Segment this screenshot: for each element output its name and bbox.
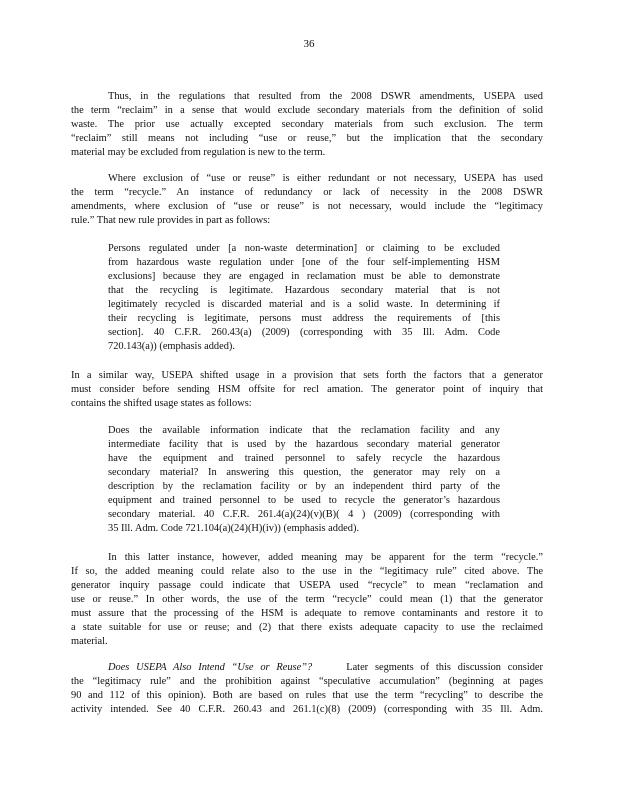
text-line: material. bbox=[71, 636, 108, 647]
paragraph-shifted-usage bbox=[71, 369, 543, 411]
text-line: use or reuse.” In other words, the use of the term “recycle” could mean (1) that the generator bbox=[71, 594, 543, 605]
text-line: must consider before sending HSM offsite for recl amation. The generator point of inquiry that bbox=[71, 384, 543, 395]
quote-line: Persons regulated under [a non-waste determination] or claiming to be excluded bbox=[108, 243, 500, 254]
quote-line: equipment and trained personnel to be used to recycle the generator’s hazardous bbox=[108, 495, 500, 506]
quote-line: description by the reclamation facility or by an independent third party of the bbox=[108, 481, 500, 492]
quote-line: their recycling is legitimate, persons must address the requirements of [this bbox=[108, 313, 500, 324]
block-quote-generator-inquiry bbox=[108, 424, 500, 536]
text-line: 90 and 112 of this opinion). Both are based on rules that use the term “recycling” to describe the bbox=[71, 690, 543, 701]
text-line: material may be excluded from regulation is new to the term. bbox=[71, 147, 326, 158]
text-line: the term “recycle.” An instance of redundancy or lack of necessity in the 2008 DSWR bbox=[71, 187, 543, 198]
quote-line: exclusions] because they are engaged in reclamation must be able to demonstrate bbox=[108, 271, 500, 282]
paragraph-use-or-reuse bbox=[71, 661, 543, 717]
section-heading: Does USEPA Also Intend “Use or Reuse”? bbox=[108, 662, 313, 673]
text-line: generator inquiry passage could indicate that USEPA used “recycle” to mean “reclamation and bbox=[71, 580, 543, 591]
quote-line: 720.143(a)) (emphasis added). bbox=[108, 341, 235, 352]
text-line: activity intended. See 40 C.F.R. 260.43 and 261.1(c)(8) (2009) (corresponding with 35 Ill. Adm. bbox=[71, 704, 543, 715]
block-quote-legitimacy-rule bbox=[108, 242, 500, 354]
paragraph-recycle bbox=[71, 172, 543, 228]
quote-line: from hazardous waste regulation under [one of the four self-implementing HSM bbox=[108, 257, 500, 268]
quote-line: intermediate facility that is used by the hazardous secondary material generator bbox=[108, 439, 500, 450]
text-line: rule.” That new rule provides in part as follows: bbox=[71, 215, 271, 226]
paragraph-reclaim bbox=[71, 90, 543, 160]
text-fragment: Later segments of this discussion consider bbox=[346, 662, 543, 673]
text-line: amendments, where exclusion of “use or reuse” is not necessary, would include the “legitimacy bbox=[71, 201, 543, 212]
quote-line: 35 Ill. Adm. Code 721.104(a)(24)(H)(iv)) (emphasis added). bbox=[108, 523, 360, 534]
paragraph-latter-instance bbox=[71, 551, 543, 649]
quote-line: legitimately recycled is discarded material and is a solid waste. In determining if bbox=[108, 299, 500, 310]
text-line: Thus, in the regulations that resulted from the 2008 DSWR amendments, USEPA used bbox=[108, 91, 543, 102]
text-line: If so, the added meaning could relate also to the use in the “legitimacy rule” cited above. The bbox=[71, 566, 543, 577]
text-line: In a similar way, USEPA shifted usage in a provision that sets forth the factors that a generator bbox=[71, 370, 543, 381]
quote-line: that the recycling is legitimate. Hazardous secondary material that is not bbox=[108, 285, 500, 296]
quote-line: have the equipment and trained personnel to safely recycle the hazardous bbox=[108, 453, 500, 464]
page-number: 36 bbox=[303, 38, 315, 50]
quote-line: section]. 40 C.F.R. 260.43(a) (2009) (corresponding with 35 Ill. Adm. Code bbox=[108, 327, 500, 338]
text-line: Where exclusion of “use or reuse” is either redundant or not necessary, USEPA has used bbox=[108, 173, 543, 184]
text-line: “reclaim” still means not including “use or reuse,” but the implication that the secondary bbox=[71, 133, 543, 144]
text-line bbox=[71, 661, 543, 675]
text-line: waste. The prior use actually excepted secondary materials from such exclusion. The term bbox=[71, 119, 543, 130]
quote-line: Does the available information indicate that the reclamation facility and any bbox=[108, 425, 500, 436]
text-line: a state suitable for use or reuse; and (2) that there exists adequate capacity to use the reclaimed bbox=[71, 622, 543, 633]
text-line: In this latter instance, however, added meaning may be apparent for the term “recycle.” bbox=[108, 552, 543, 563]
text-line: the term “reclaim” in a sense that would exclude secondary materials from the definition of solid bbox=[71, 105, 543, 116]
text-line: the “legitimacy rule” and the prohibition against “speculative accumulation” (beginning at pages bbox=[71, 676, 543, 687]
quote-line: secondary material. 40 C.F.R. 261.4(a)(24)(v)(B)( 4 ) (2009) (corresponding with bbox=[108, 509, 500, 520]
text-line: must assure that the processing of the HSM is adequate to remove contaminants and restore it to bbox=[71, 608, 543, 619]
quote-line: secondary material? In answering this question, the generator may rely on a bbox=[108, 467, 500, 478]
text-line: contains the shifted usage states as follows: bbox=[71, 398, 252, 409]
